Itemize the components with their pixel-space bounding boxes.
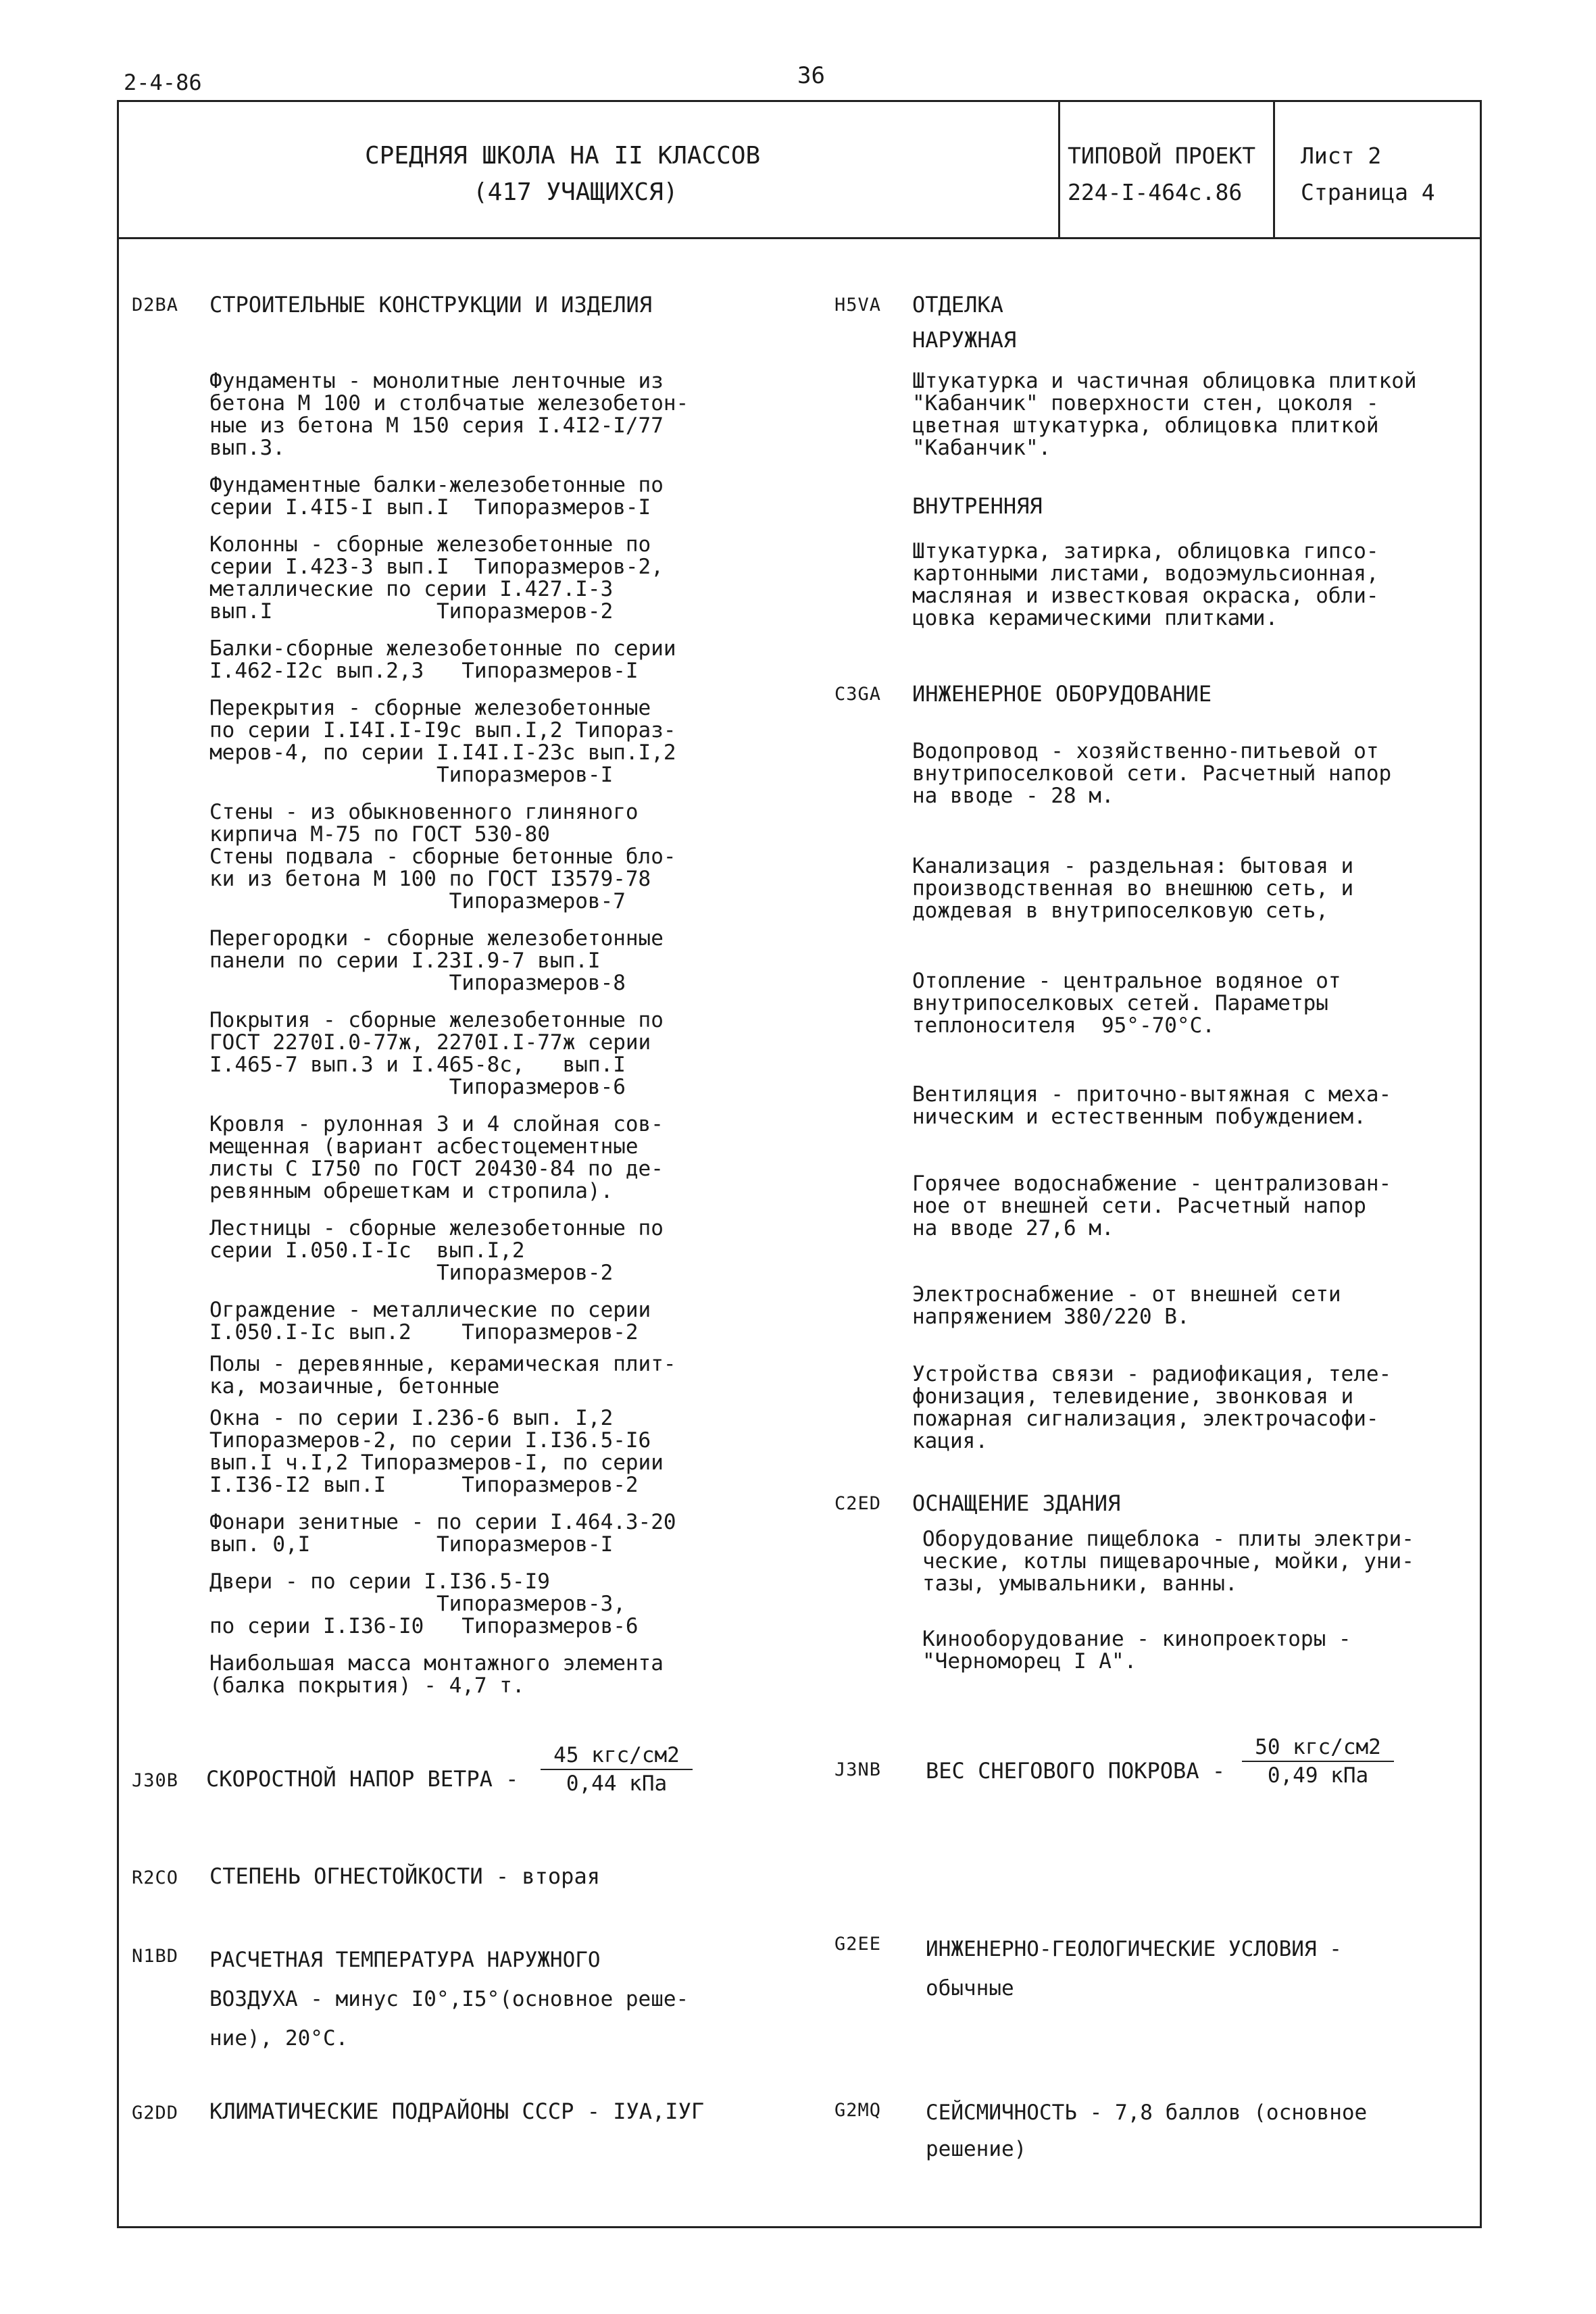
climate-text: КЛИМАТИЧЕСКИЕ ПОДРАЙОНЫ СССР - IУА,IУГ — [209, 2098, 705, 2124]
engineering-title: ИНЖЕНЕРНОЕ ОБОРУДОВАНИЕ — [912, 681, 1212, 707]
wind-value-bottom: 0,44 кПа — [541, 1769, 693, 1797]
header-separator-1 — [1058, 102, 1060, 237]
list-item: Покрытия - сборные железобетонные по ГОСТ 2270I.0-77ж, 2270I.I-77ж серии I.465-7 вып.3 и I.465-8с, вып.I Типоразмеров-6 — [209, 1008, 664, 1099]
section-title: СТРОИТЕЛЬНЫЕ КОНСТРУКЦИИ И ИЗДЕЛИЯ — [209, 292, 653, 318]
list-item: Канализация - раздельная: бытовая и производственная во внешнюю сеть, и дождевая в внутрипоселковую сеть, — [912, 854, 1354, 923]
list-item: Балки-сборные железобетонные по серии I.462-I2с вып.2,3 Типоразмеров-I — [209, 636, 676, 683]
fire-code: R2CO — [132, 1867, 179, 1888]
snow-value-top: 50 кгс/см2 — [1255, 1735, 1381, 1759]
sheet-label: Лист 2 — [1301, 143, 1382, 169]
list-item: Фундаментные балки-железобетонные по серии I.4I5-I вып.I Типоразмеров-I — [209, 473, 664, 520]
constructions-list — [209, 370, 784, 1697]
climate-code: G2DD — [132, 2103, 179, 2123]
list-item: Колонны - сборные железобетонные по серии I.423-3 вып.I Типоразмеров-2, металлические по серии I.427.I-3 вып.I Типоразмеров-2 — [209, 532, 664, 624]
list-item: Отопление - центральное водяное от внутрипоселковых сетей. Параметры теплоносителя 95°-70°С. — [912, 969, 1341, 1038]
list-item: Кинооборудование - кинопроекторы - "Черноморец I А". — [922, 1627, 1351, 1674]
list-item: Двери - по серии I.I36.5-I9 Типоразмеров-3, по серии I.I36-I0 Типоразмеров-6 — [209, 1569, 639, 1638]
list-item: Электроснабжение - от внешней сети напряжением 380/220 В. — [912, 1282, 1341, 1329]
list-item: Вентиляция - приточно-вытяжная с меха- ническим и естественным побуждением. — [912, 1082, 1392, 1129]
snow-label: ВЕС СНЕГОВОГО ПОКРОВА - — [926, 1758, 1226, 1784]
temperature-text: РАСЧЕТНАЯ ТЕМПЕРАТУРА НАРУЖНОГО ВОЗДУХА - минус I0°,I5°(основное реше- ние), 20°С. — [209, 1948, 689, 2051]
wind-fraction — [541, 1742, 693, 1797]
project-label: ТИПОВОЙ ПРОЕКТ — [1068, 143, 1256, 169]
document-code: 2-4-86 — [124, 70, 202, 95]
seismic-code: G2MQ — [834, 2100, 882, 2121]
finishing-inner-label: ВНУТРЕННЯЯ — [912, 493, 1043, 519]
list-item: Наибольшая масса монтажного элемента (балка покрытия) - 4,7 т. — [209, 1651, 664, 1698]
list-item: Перегородки - сборные железобетонные панели по серии I.23I.9-7 вып.I Типоразмеров-8 — [209, 926, 664, 995]
list-item: Окна - по серии I.236-6 вып. I,2 Типоразмеров-2, по серии I.I36.5-I6 вып.I ч.I,2 Типоразмеров-I, по серии I.I36-I2 вып.I Типоразмеров-2 — [209, 1406, 664, 1497]
list-item: Фундаменты - монолитные ленточные из бетона М 100 и столбчатые железобетон- ные из бетона М 150 серия I.4I2-I/77 вып.3. — [209, 369, 689, 460]
equipment-code: C2ED — [834, 1493, 882, 1514]
list-item: Ограждение - металлические по серии I.050.I-Iс вып.2 Типоразмеров-2 — [209, 1298, 651, 1344]
list-item: Перекрытия - сборные железобетонные по серии I.I4I.I-I9с вып.I,2 Типораз- меров-4, по серии I.I4I.I-23с вып.I,2 Типоразмеров-I — [209, 696, 676, 787]
list-item: Водопровод - хозяйственно-питьевой от внутрипоселковой сети. Расчетный напор на вводе - 28 м. — [912, 739, 1392, 808]
header-divider — [119, 237, 1480, 239]
finishing-inner-text: Штукатурка, затирка, облицовка гипсо- картонными листами, водоэмульсионная, масляная и известковая окраска, обли- цовка керамическими плитками. — [912, 539, 1379, 630]
wind-code: J30B — [132, 1770, 179, 1791]
finishing-title: ОТДЕЛКА — [912, 292, 1003, 318]
section-code: D2BA — [132, 295, 179, 316]
equipment-title: ОСНАЩЕНИЕ ЗДАНИЯ — [912, 1490, 1121, 1516]
finishing-outer-text: Штукатурка и частичная облицовка плиткой "Кабанчик" поверхности стен, цоколя - цветная штукатурка, облицовка плиткой "Кабанчик". — [912, 369, 1417, 460]
page-label: Страница 4 — [1301, 179, 1435, 205]
temperature-code: N1BD — [132, 1946, 179, 1967]
snow-fraction — [1242, 1734, 1394, 1789]
list-item: Полы - деревянные, керамическая плит- ка, мозаичные, бетонные — [209, 1352, 676, 1399]
wind-value-top: 45 кгс/см2 — [553, 1743, 680, 1767]
finishing-code: H5VA — [834, 295, 882, 316]
list-item: Фонари зенитные - по серии I.464.3-20 вып. 0,I Типоразмеров-I — [209, 1510, 676, 1557]
project-code: 224-I-464с.86 — [1068, 179, 1243, 205]
header-title-line2: (417 УЧАЩИХСЯ) — [473, 178, 678, 206]
geology-code: G2EE — [834, 1934, 882, 1955]
list-item: Кровля - рулонная 3 и 4 слойная сов- мещенная (вариант асбестоцементные листы С I750 по ГОСТ 20430-84 по де- ревянным обрешеткам и стропила). — [209, 1112, 664, 1203]
list-item: Оборудование пищеблока - плиты электри- ческие, котлы пищеварочные, мойки, уни- тазы, умывальники, ванны. — [922, 1527, 1414, 1596]
list-item: Стены - из обыкновенного глиняного кирпича М-75 по ГОСТ 530-80 Стены подвала - сборные бетонные бло- ки из бетона М 100 по ГОСТ I3579-78 Типоразмеров-7 — [209, 800, 676, 913]
finishing-outer-label: НАРУЖНАЯ — [912, 327, 1017, 353]
fire-text: СТЕПЕНЬ ОГНЕСТОЙКОСТИ - вторая — [209, 1863, 600, 1889]
wind-label: СКОРОСТНОЙ НАПОР ВЕТРА - — [206, 1766, 519, 1792]
header-title-line1: СРЕДНЯЯ ШКОЛА НА II КЛАССОВ — [365, 142, 761, 170]
engineering-code: C3GA — [834, 684, 882, 705]
geology-text: ИНЖЕНЕРНО-ГЕОЛОГИЧЕСКИЕ УСЛОВИЯ - обычные — [926, 1937, 1342, 2001]
list-item: Горячее водоснабжение - централизован- ное от внешней сети. Расчетный напор на вводе 27,6 м. — [912, 1172, 1392, 1240]
snow-code: J3NB — [834, 1759, 882, 1780]
list-item: Лестницы - сборные железобетонные по серии I.050.I-Iс вып.I,2 Типоразмеров-2 — [209, 1216, 664, 1285]
seismic-text: СЕЙСМИЧНОСТЬ - 7,8 баллов (основное решение) — [926, 2101, 1368, 2161]
snow-value-bottom: 0,49 кПа — [1242, 1761, 1394, 1789]
page-number: 36 — [797, 62, 825, 89]
header-separator-2 — [1273, 102, 1275, 237]
list-item: Устройства связи - радиофикация, теле- фонизация, телевидение, звонковая и пожарная сигнализация, электрочасофи- кация. — [912, 1362, 1392, 1453]
